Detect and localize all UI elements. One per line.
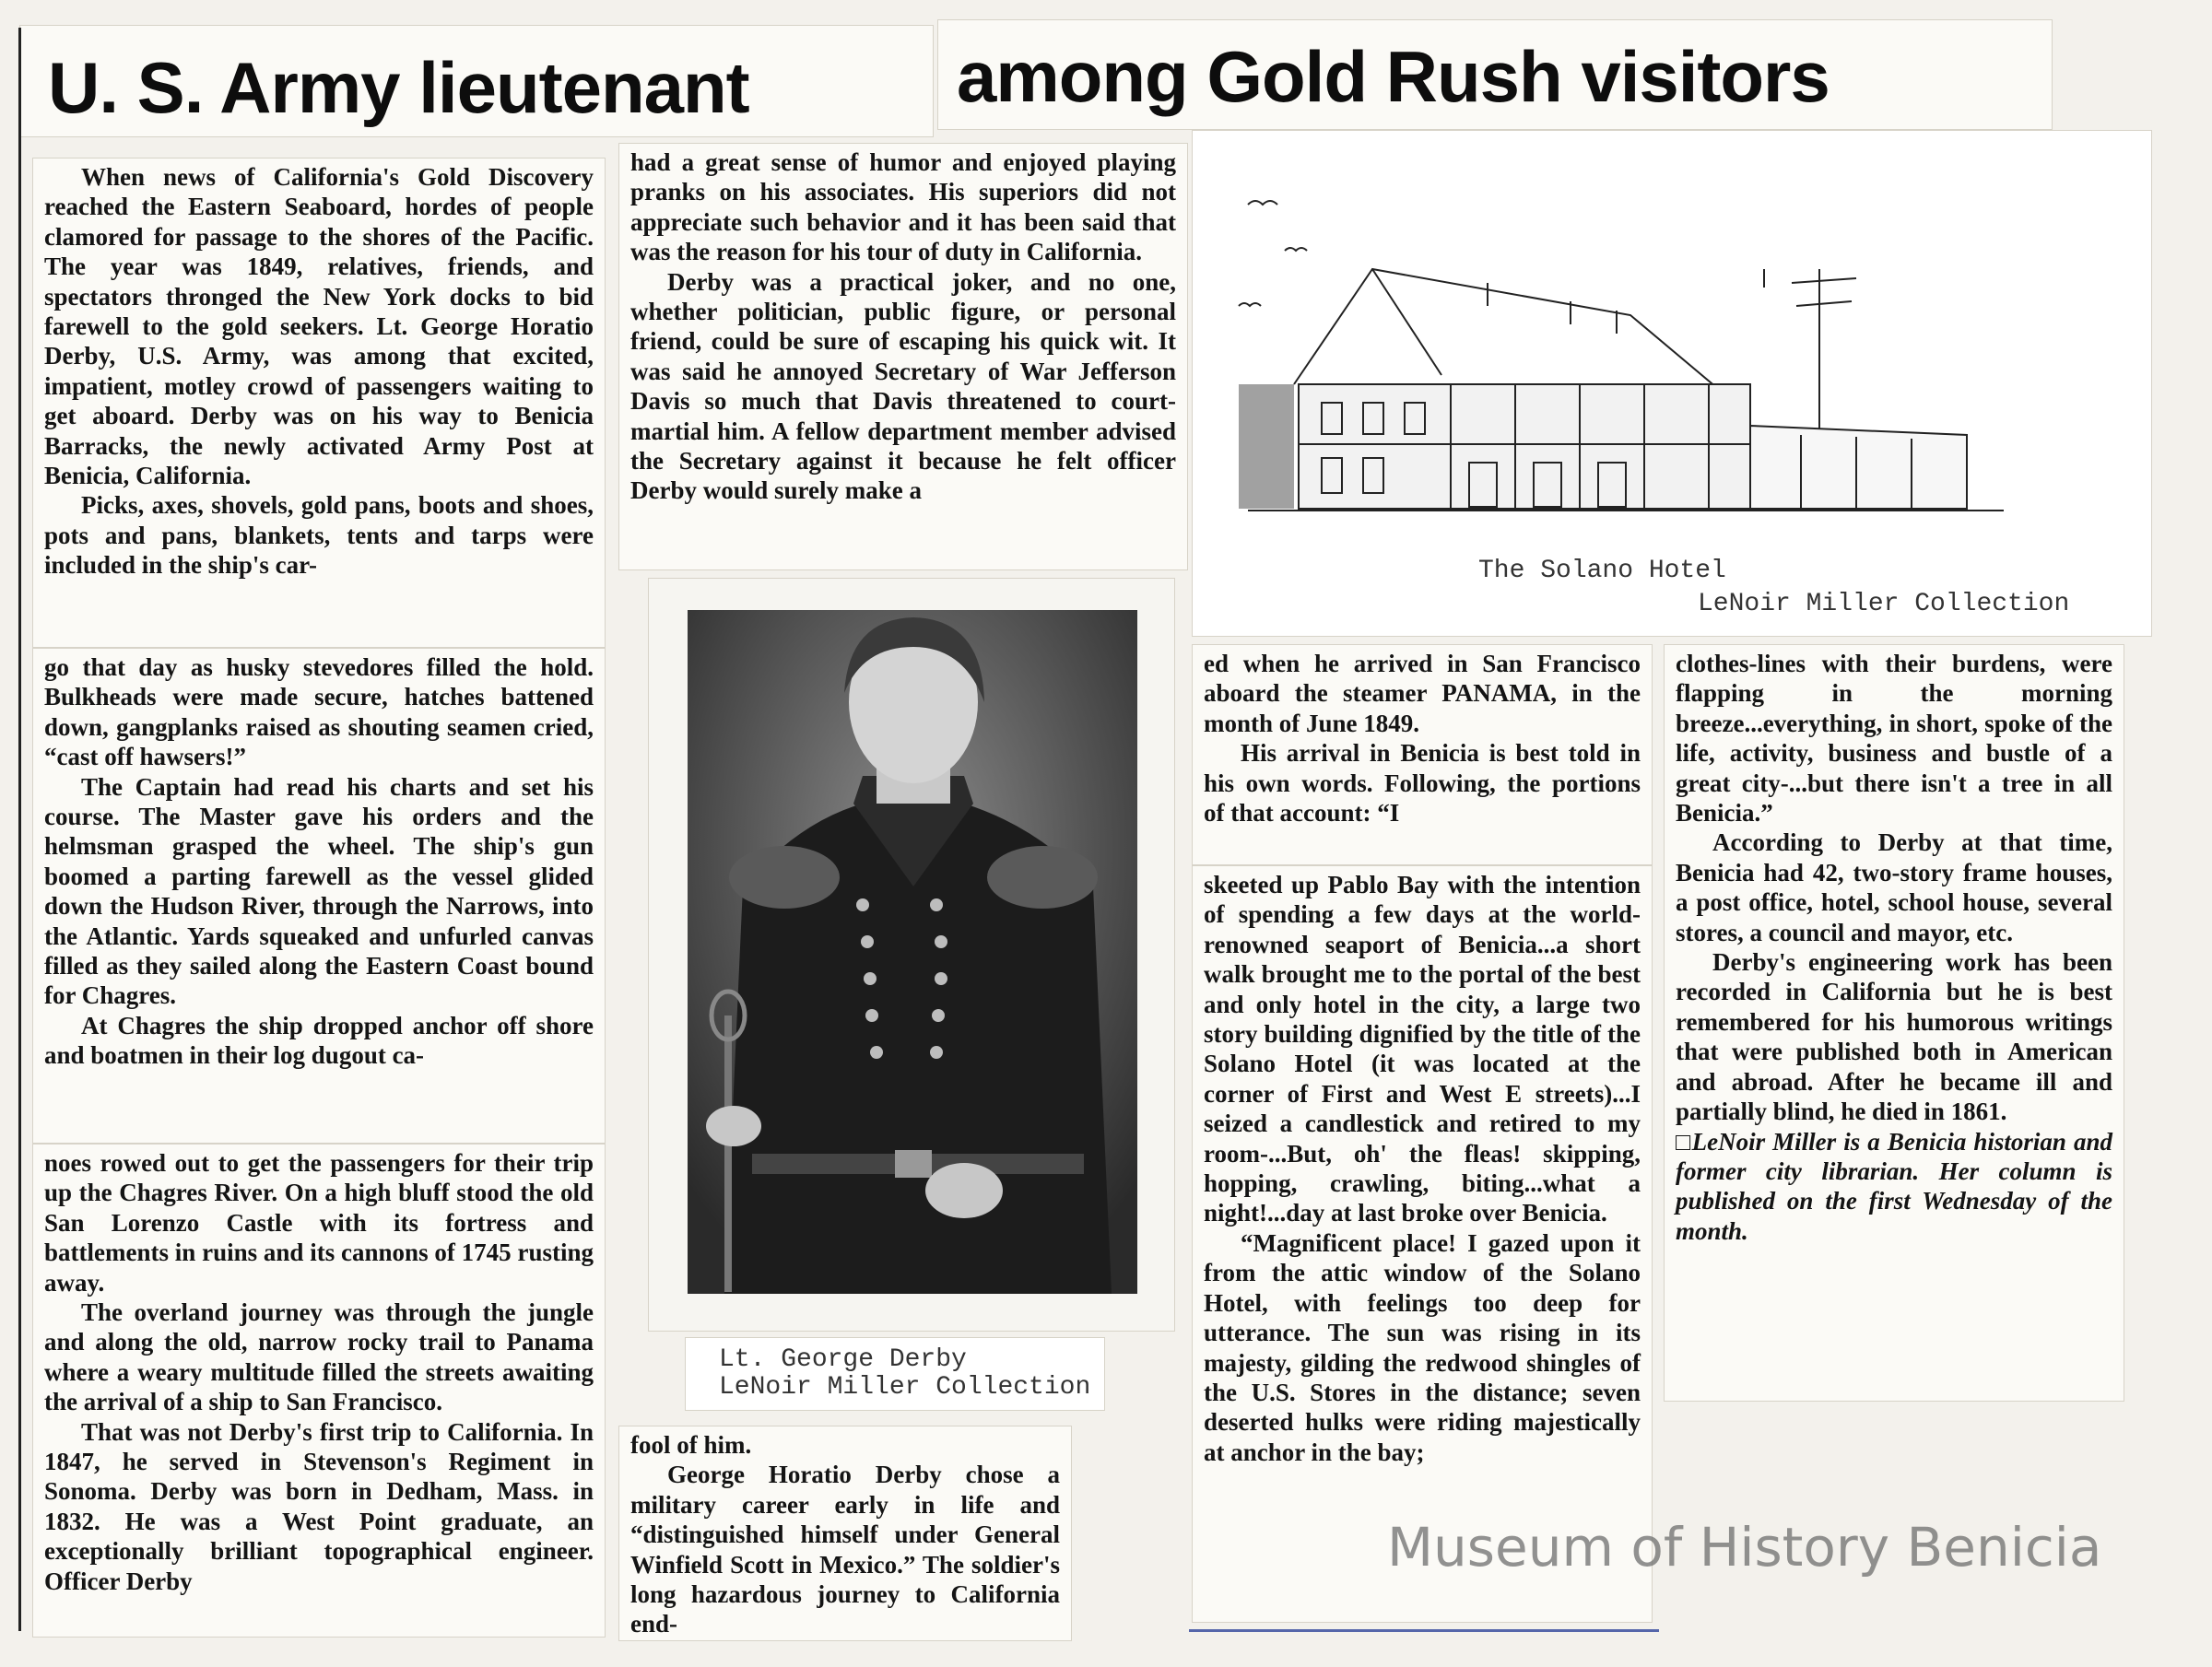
paragraph: At Chagres the ship dropped anchor off shore and boatmen in their log dugout ca- (44, 1011, 594, 1070)
paragraph: His arrival in Benicia is best told in his own words. Following, the portions of that account: “I (1204, 739, 1641, 828)
headline-right: among Gold Rush visitors (957, 36, 1830, 117)
hotel-illustration (1211, 168, 2114, 573)
paragraph: ed when he arrived in San Francisco aboard the steamer PANAMA, in the month of June 1849. (1204, 650, 1641, 737)
paragraph: According to Derby at that time, Benicia had 42, two-story frame houses, a post office, hotel, school house, several stores, a council and mayor, etc. (1676, 828, 2112, 946)
paragraph: skeeted up Pablo Bay with the intention of spending a few days at the world-renowned seaport of Benicia...a short walk brought me to the portal of the best and only hotel in the city, a large two story building dignified by the title of the Solano Hotel (it was located at the corner of First and West E streets)...I seized a candlestick and retired to my room-...But, oh' the fleas! skipping, hopping, crawling, biting...what a night!...day at last broke over Benicia. (1204, 871, 1641, 1227)
headline-strip-right (938, 20, 2052, 129)
column-1-part-a (33, 158, 605, 647)
portrait-photo-frame (649, 579, 1174, 1331)
column-1-part-b (33, 649, 605, 1143)
column-3-part-b (1193, 866, 1652, 1622)
paragraph: clothes-lines with their burdens, were flapping in the morning breeze...everything, in short, spoke of the life, activity, business and bustle of a great city-...but there isn't a tree in all Benicia.” (1676, 650, 2112, 828)
paragraph: Picks, axes, shovels, gold pans, boots and shoes, pots and pans, blankets, tents and tarps were included in the ship's car- (44, 491, 594, 580)
hotel-caption-title: The Solano Hotel (1478, 557, 1726, 585)
author-byline: □LeNoir Miller is a Benicia historian and former city librarian. Her column is published on the first Wednesday of the month. (1676, 1127, 2112, 1245)
column-4 (1665, 645, 2124, 1401)
headline-strip-left (20, 26, 933, 136)
museum-watermark: Museum of History Benicia (1387, 1516, 2102, 1579)
paragraph: Derby was a practical joker, and no one, whether politician, public figure, or personal friend, could be sure of escaping his quick wit. It was said he annoyed Secretary of War Jefferson Davis so much that Davis threatened to court-martial him. A fellow department member advised the Secretary against it because he felt officer Derby would surely make a (630, 267, 1176, 505)
column-2-part-a (619, 144, 1187, 569)
paragraph: George Horatio Derby chose a military career early in life and “distinguished himself under General Winfield Scott in Mexico.” The soldier's long hazardous journey to California end- (630, 1461, 1060, 1638)
paragraph: The overland journey was through the jungle and along the old, narrow rocky trail to Panama where a weary multitude filled the streets awaiting the arrival of a ship to San Francisco. (44, 1298, 594, 1416)
column-1-part-c (33, 1145, 605, 1637)
paragraph: That was not Derby's first trip to California. In 1847, he served in Stevenson's Regiment in Sonoma. Derby was born in Dedham, Mass. in 1832. He was a West Point graduate, an exceptionally brilliant topographical engineer. Officer Derby (44, 1417, 594, 1595)
paragraph: go that day as husky stevedores filled the hold. Bulkheads were made secure, hatches battened down, gangplanks raised as shouting seamen cried, “cast off hawsers!” (44, 653, 594, 771)
paragraph: noes rowed out to get the passengers for their trip up the Chagres River. On a high bluff stood the old San Lorenzo Castle with its fortress and battlements in ruins and its cannons of 1745 rusting away. (44, 1149, 594, 1297)
column-2-part-b (619, 1426, 1071, 1640)
portrait-caption-credit: LeNoir Miller Collection (719, 1373, 1091, 1402)
left-border-rule (18, 28, 21, 1631)
column-3-part-a (1193, 645, 1652, 864)
portrait-caption-title: Lt. George Derby (719, 1345, 967, 1374)
portrait-photo (688, 610, 1137, 1294)
paragraph: When news of California's Gold Discovery reached the Eastern Seaboard, hordes of people clamored for passage to the shores of the Pacific. The year was 1849, relatives, friends, and spectators thronged the New York docks to bid farewell to the gold seekers. Lt. George Horatio Derby, U.S. Army, was among that excited, impatient, motley crowd of passengers waiting to get aboard. Derby was on his way to Benicia Barracks, the newly activated Army Post at Benicia, California. (44, 163, 594, 490)
hotel-photo-frame (1193, 131, 2151, 636)
paragraph: had a great sense of humor and enjoyed playing pranks on his associates. His superiors did not appreciate such behavior and it has been said that was the reason for his tour of duty in California. (630, 148, 1176, 266)
paragraph: Derby's engineering work has been recorded in California but he is best remembered for his humorous writings that were published both in American and abroad. After he became ill and partially blind, he died in 1861. (1676, 948, 2112, 1126)
paragraph: The Captain had read his charts and set his course. The Master gave his orders and the helmsman grasped the wheel. The ship's gun boomed a parting farewell as the vessel glided down the Hudson River, through the Narrows, into the Atlantic. Yards squeaked and unfurled canvas filled as they sailed along the Eastern Coast bound for Chagres. (44, 772, 594, 1010)
portrait-caption-box (686, 1338, 1104, 1410)
hotel-caption-credit: LeNoir Miller Collection (1698, 590, 2070, 618)
paragraph: “Magnificent place! I gazed upon it from the attic window of the Solano Hotel, with feelings too deep for utterance. The sun was rising in its majesty, gilding the redwood shingles of the U.S. Stores in the distance; seven deserted hulks were riding majestically at anchor in the bay; (1204, 1228, 1641, 1466)
bottom-rule (1189, 1629, 1659, 1632)
paragraph: fool of him. (630, 1431, 752, 1459)
headline-left: U. S. Army lieutenant (48, 47, 749, 128)
